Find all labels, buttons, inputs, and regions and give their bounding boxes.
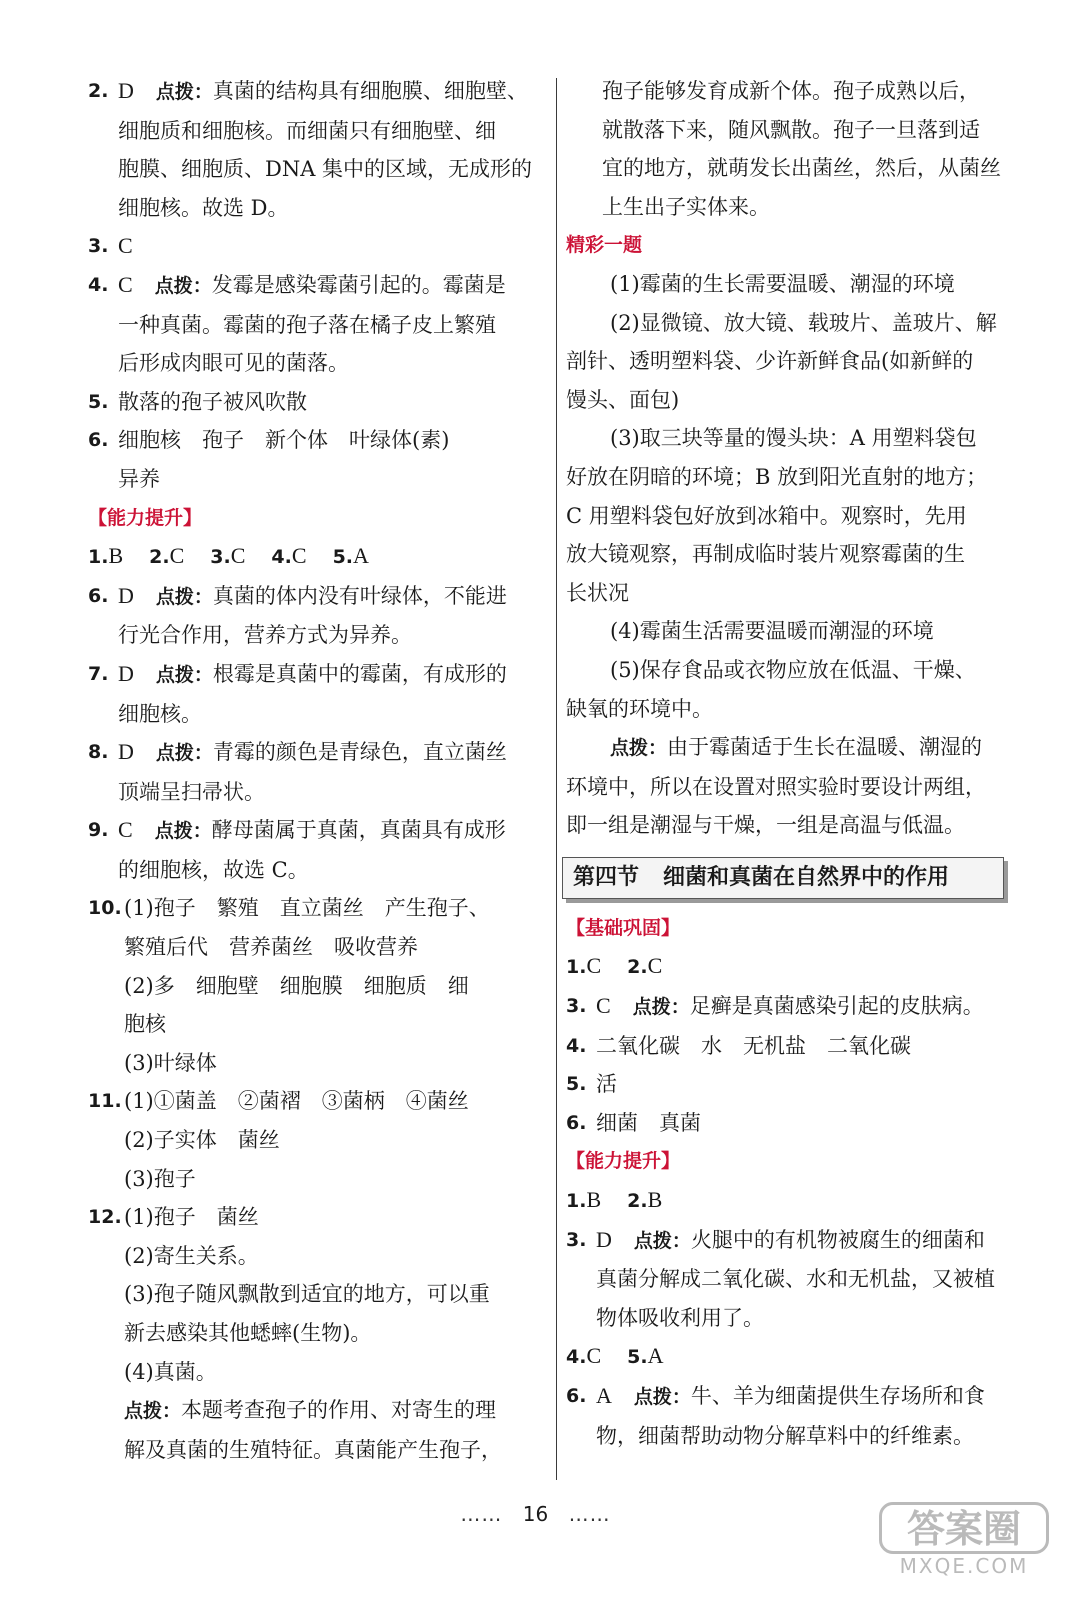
answer-12: 12. (1)孢子 菌丝 (2)寄生关系。 (3)孢子随风飘散到适宜的地方，可以重 新去感染其他蟋蟀(生物)。 (4)真菌。 点拨：本题考查孢子的作用、对寄生的理 解及真菌的生殖特征。真菌能产生孢子， [88, 1205, 502, 1462]
watermark-logo-text: 答案圈 [879, 1502, 1049, 1554]
wonder-answer-5: (5)保存食品或衣物应放在低温、干燥、 缺氧的环境中。 [566, 657, 976, 721]
section-heading-ability-2: 【能力提升】 [566, 1150, 681, 1173]
ability-answer-6: 6. A 点拨：牛、羊为细菌提供生存场所和食 物，细菌帮助动物分解草料中的纤维素。 [566, 1383, 985, 1448]
section-title-box: 第四节 细菌和真菌在自然界中的作用 [562, 857, 1004, 899]
column-divider [556, 78, 557, 1480]
basic-answer-5: 5. 活 [566, 1072, 617, 1097]
section-heading-ability: 【能力提升】 [88, 506, 203, 529]
ability-answers-1-2: 1.B 2.B [566, 1187, 663, 1213]
answers-1-to-5: 1.B 2.C 3.C 4.C 5.A [88, 543, 369, 569]
answer-8: 8. D 点拨：青霉的颜色是青绿色，直立菌丝 顶端呈扫帚状。 [88, 739, 507, 804]
answer-5: 5. 散落的孢子被风吹散 [88, 389, 307, 414]
ability-answer-3: 3. D 点拨：火腿中的有机物被腐生的细菌和 真菌分解成二氧化碳、水和无机盐，又被植 物体吸收利用了。 [566, 1226, 995, 1330]
wonder-answer-1: (1)霉菌的生长需要温暖、潮湿的环境 [610, 271, 955, 296]
watermark-url: MXQE.COM [899, 1554, 1029, 1578]
footer-dots-left: …… [460, 1502, 503, 1526]
answer-6: 6. 细胞核 孢子 新个体 叶绿体(素) 异养 [88, 428, 450, 491]
answer-7: 7. D 点拨：根霉是真菌中的霉菌，有成形的 细胞核。 [88, 660, 507, 726]
answer-4: 4. C 点拨：发霉是感染霉菌引起的。霉菌是 一种真菌。霉菌的孢子落在橘子皮上繁殖 后形成肉眼可见的菌落。 [88, 271, 506, 376]
answer-3: 3. C [88, 233, 133, 259]
wonder-tip: 点拨：由于霉菌适于生长在温暖、潮湿的 环境中，所以在设置对照实验时要设计两组， 即一组是潮湿与干燥，一组是高温与低温。 [566, 735, 986, 838]
watermark-logo [879, 1502, 1049, 1580]
wonder-answer-3: (3)取三块等量的馒头块：A 用塑料袋包 好放在阴暗的环境；B 放到阳光直射的地方； C 用塑料袋包好放到冰箱中。观察时，先用 放大镜观察，再制成临时装片观察霉菌的生 长状况 [566, 426, 988, 605]
answer-11: 11. (1)①菌盖 ②菌褶 ③菌柄 ④菌丝 (2)子实体 菌丝 (3)孢子 [88, 1089, 469, 1191]
left-column [88, 72, 544, 1469]
answer-12-tip-continued: 孢子能够发育成新个体。孢子成熟以后， 就散落下来，随风飘散。孢子一旦落到适 宜的地方，就萌发长出菌丝，然后，从菌丝 上生出子实体来。 [602, 79, 1001, 219]
basic-answer-4: 4. 二氧化碳 水 无机盐 二氧化碳 [566, 1033, 911, 1058]
answer-6b: 6. D 点拨：真菌的体内没有叶绿体，不能进 行光合作用，营养方式为异养。 [88, 582, 507, 648]
footer-dots-right: …… [568, 1502, 611, 1526]
answer-9: 9. C 点拨：酵母菌属于真菌，真菌具有成形 的细胞核，故选 C。 [88, 817, 506, 882]
basic-answer-3: 3. C 点拨：足癣是真菌感染引起的皮肤病。 [566, 993, 984, 1019]
answer-10: 10. (1)孢子 繁殖 直立菌丝 产生孢子、 繁殖后代 营养菌丝 吸收营养 (2)多 细胞壁 细胞膜 细胞质 细 胞核 (3)叶绿体 [88, 896, 490, 1075]
right-column [566, 72, 1018, 1455]
basic-answer-6: 6. 细菌 真菌 [566, 1110, 701, 1135]
section-heading-wonderful: 精彩一题 [566, 234, 643, 257]
wonder-answer-4: (4)霉菌生活需要温暖而潮湿的环境 [610, 619, 934, 644]
ability-answers-4-5: 4.C 5.A [566, 1343, 664, 1369]
section-heading-basic: 【基础巩固】 [566, 916, 681, 939]
answer-2: 2. D 点拨：真菌的结构具有细胞膜、细胞壁、 细胞质和细胞核。而细菌只有细胞壁、细 胞膜、细胞质、DNA 集中的区域，无成形的 细胞核。故选 D。 [88, 78, 533, 220]
basic-answers-1-2: 1.C 2.C [566, 953, 663, 979]
wonder-answer-2: (2)显微镜、放大镜、载玻片、盖玻片、解 剖针、透明塑料袋、少许新鲜食品(如新鲜的 馒头、面包) [566, 310, 997, 412]
page-number: 16 [522, 1502, 549, 1526]
